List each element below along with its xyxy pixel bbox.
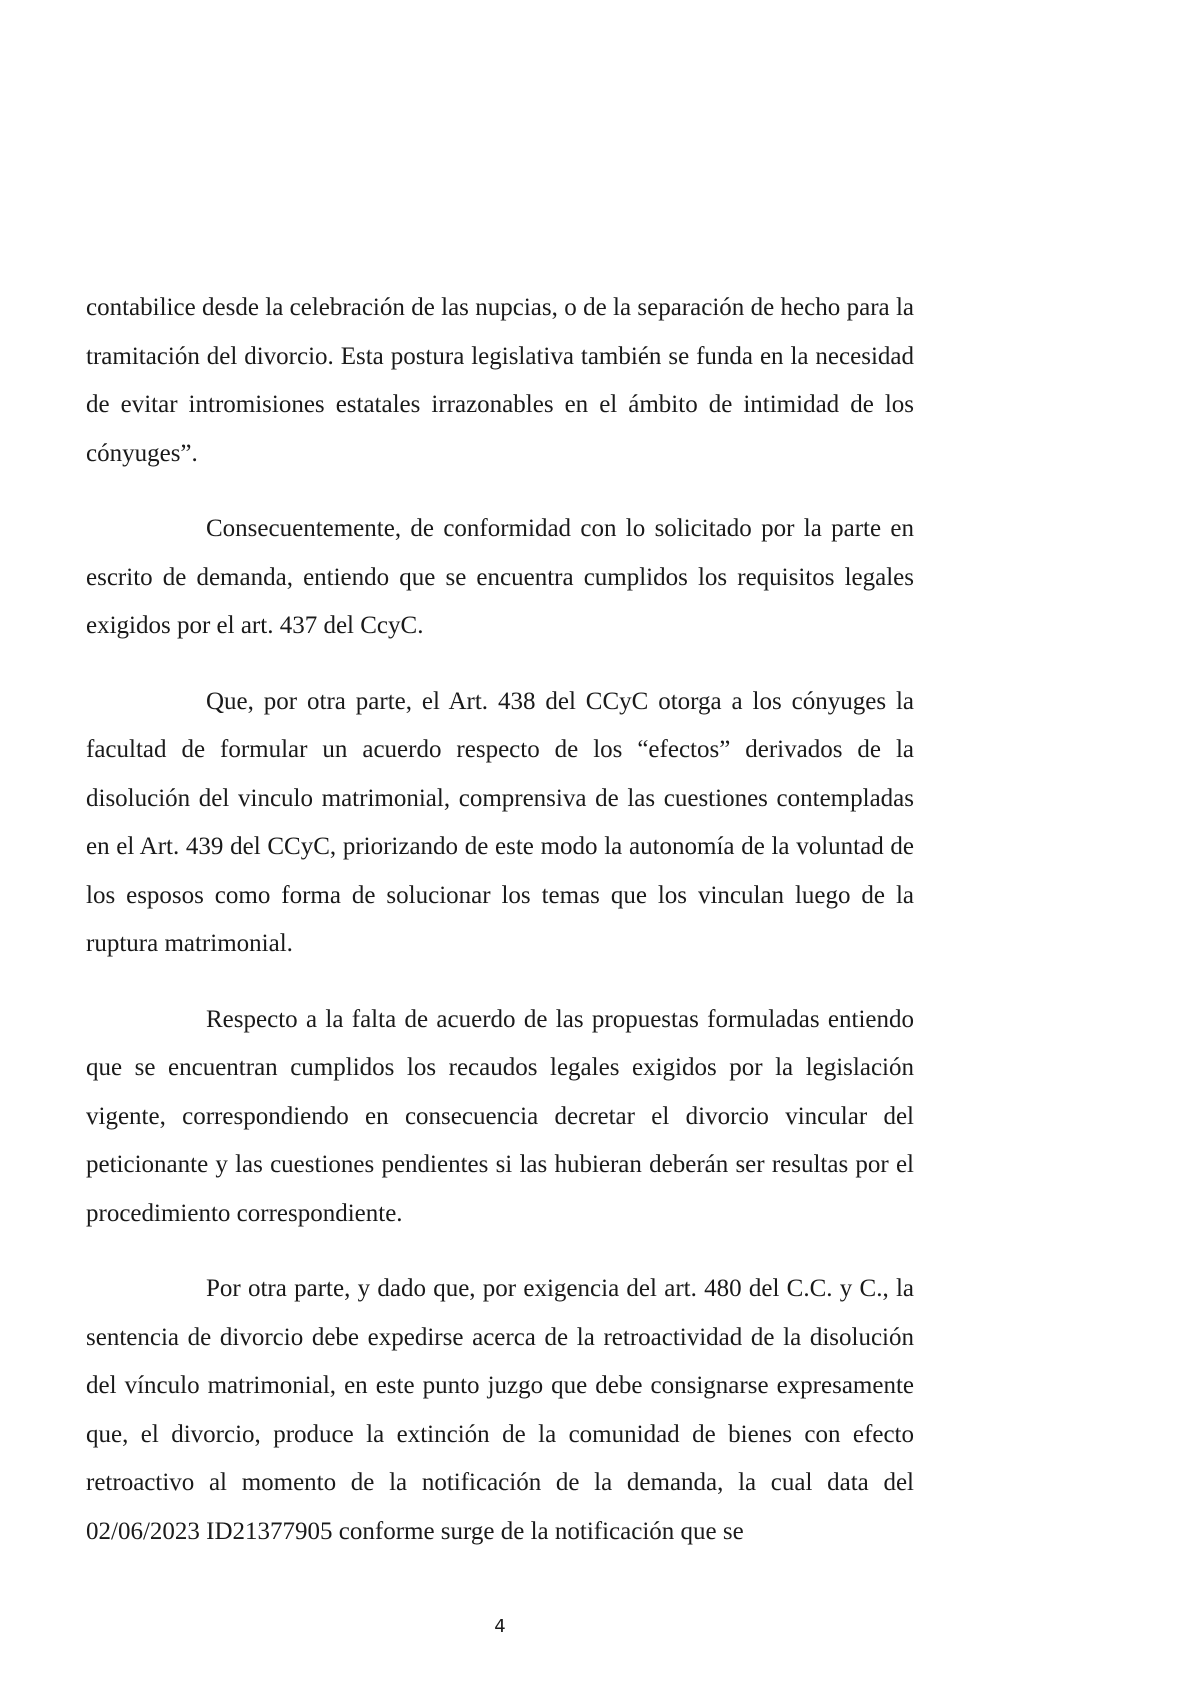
paragraph-agreement-effects: Que, por otra parte, el Art. 438 del CCyC otorga a los cónyuges la facultad de formular un acuerdo respecto de los “efectos” derivados de la disolución del vinculo matrimonial, comprensiva de las cuestiones contempladas en el Art. 439 del CCyC, priorizando de este modo la autonomía de la voluntad de los esposos como forma de solucionar los temas que los vinculan luego de la ruptura matrimonial. (86, 687, 914, 957)
page-number: 4 (494, 1616, 506, 1637)
paragraph-retroactivity: Por otra parte, y dado que, por exigencia del art. 480 del C.C. y C., la sentencia de divorcio debe expedirse acerca de la retroactividad de la disolución del vínculo matrimonial, en este punto juzgo que debe consignarse expresamente que, el divorcio, produce la extinción de la comunidad de bienes con efecto retroactivo al momento de la notificación de la demanda, la cual data del 02/06/2023 ID21377905 conforme surge de la notificación que se (86, 1275, 914, 1545)
document-body (86, 284, 914, 1583)
paragraph-requirements: Consecuentemente, de conformidad con lo solicitado por la parte en escrito de demanda, entiendo que se encuentra cumplidos los requisitos legales exigidos por el art. 437 del CcyC. (86, 515, 914, 639)
paragraph-lack-of-agreement: Respecto a la falta de acuerdo de las propuestas formuladas entiendo que se encuentran cumplidos los recaudos legales exigidos por la legislación vigente, correspondiendo en consecuencia decretar el divorcio vincular del peticionante y las cuestiones pendientes si las hubieran deberán ser resultas por el procedimiento correspondiente. (86, 1005, 914, 1227)
paragraph-continuation: contabilice desde la celebración de las nupcias, o de la separación de hecho para la tramitación del divorcio. Esta postura legislativa también se funda en la necesidad de evitar intromisiones estatales irrazonables en el ámbito de intimidad de los cónyuges”. (86, 294, 914, 467)
